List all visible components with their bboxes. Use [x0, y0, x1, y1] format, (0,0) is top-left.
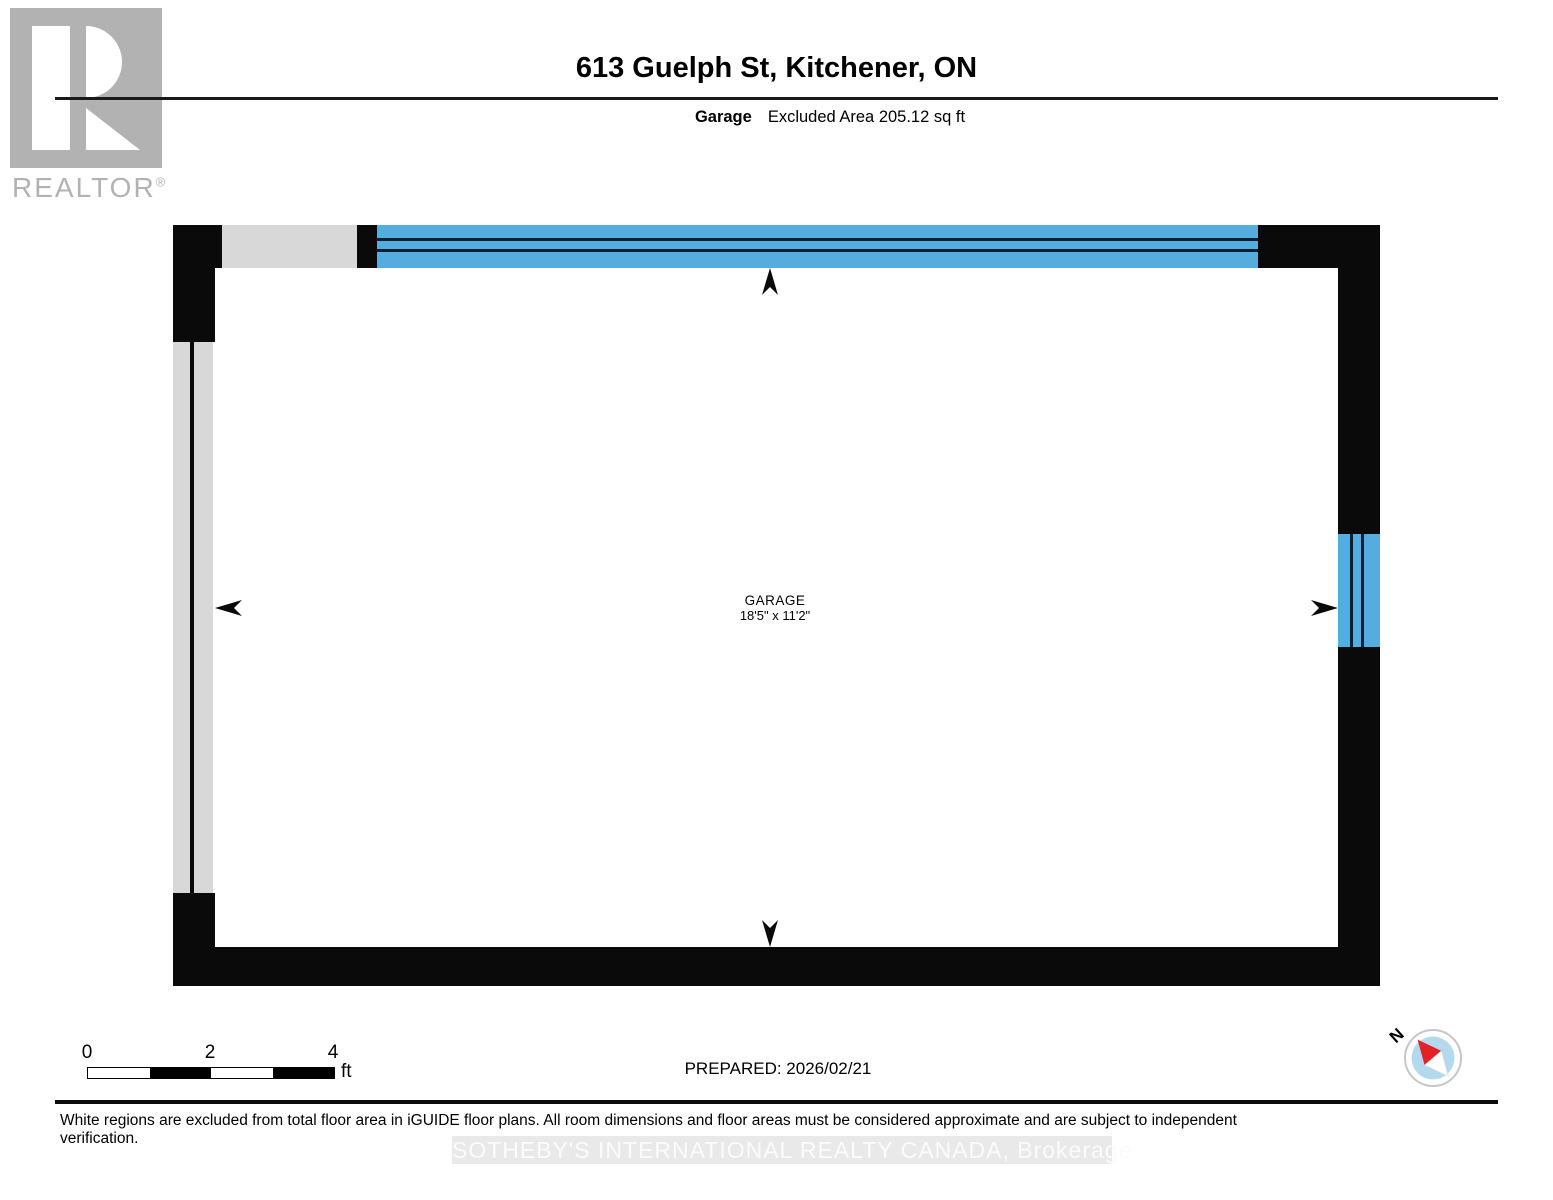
- brokerage-watermark: SOTHEBY'S INTERNATIONAL REALTY CANADA, Brokerage: [452, 1137, 1133, 1163]
- registered-mark: ®: [155, 174, 166, 190]
- arrow-left-icon: [215, 600, 242, 616]
- room-name: GARAGE: [744, 593, 806, 608]
- floor-subtitle: [107, 108, 1553, 127]
- compass-north-label: N: [1385, 1024, 1408, 1047]
- garage-door-line: [377, 238, 1258, 241]
- scale-segment: [88, 1068, 150, 1078]
- realtor-brand-text: REALTOR: [12, 172, 156, 203]
- arrow-bottom-icon: [762, 920, 778, 947]
- disclaimer-text: White regions are excluded from total floor area in iGUIDE floor plans. All room dimensions and floor areas must be considered approximate and are subject to independent verification.: [60, 1112, 1237, 1147]
- wall-right-lower: [1338, 647, 1380, 986]
- arrow-right-icon: [1311, 600, 1338, 616]
- garage-door-line: [377, 249, 1258, 252]
- scale-segment: [211, 1068, 273, 1078]
- wall-right-upper: [1338, 225, 1380, 534]
- garage-door: [377, 225, 1258, 268]
- window-pane-line: [1350, 534, 1353, 647]
- scale-tick-0: 0: [81, 1042, 93, 1063]
- compass-icon: [1402, 1027, 1464, 1089]
- realtor-r-icon: [10, 8, 162, 168]
- scale-unit: ft: [341, 1061, 352, 1082]
- excluded-area-value: Excluded Area 205.12 sq ft: [767, 108, 966, 126]
- room-dimensions: 18'5" x 11'2": [739, 607, 811, 623]
- wall-left-upper: [173, 225, 215, 342]
- scale-tick-4: 4: [327, 1042, 339, 1063]
- arrow-top-icon: [762, 268, 778, 295]
- excluded-wall-centerline: [190, 342, 194, 893]
- floor-name-label: Garage: [694, 108, 752, 126]
- floorplan-canvas: [173, 225, 1380, 986]
- realtor-logo: [10, 8, 162, 168]
- compass-rose: [1402, 1027, 1464, 1089]
- page-title: 613 Guelph St, Kitchener, ON: [575, 52, 978, 84]
- scale-tick-2: 2: [204, 1042, 216, 1063]
- scale-segment: [150, 1068, 212, 1078]
- title-divider: [55, 97, 1498, 100]
- window-right: [1338, 534, 1380, 647]
- realtor-wordmark: [12, 172, 182, 204]
- scale-bar: [87, 1067, 335, 1079]
- excluded-wall-top-segment: [222, 225, 357, 268]
- room-label: [625, 593, 925, 623]
- prepared-date: PREPARED: 2026/02/21: [684, 1059, 872, 1078]
- footer-divider: [55, 1100, 1498, 1104]
- wall-bottom: [213, 947, 1380, 986]
- wall-top-post: [357, 225, 377, 268]
- scale-segment: [273, 1068, 335, 1078]
- excluded-wall-left: [173, 342, 213, 893]
- window-pane-line: [1361, 534, 1364, 647]
- wall-bottom-left-corner: [173, 893, 215, 986]
